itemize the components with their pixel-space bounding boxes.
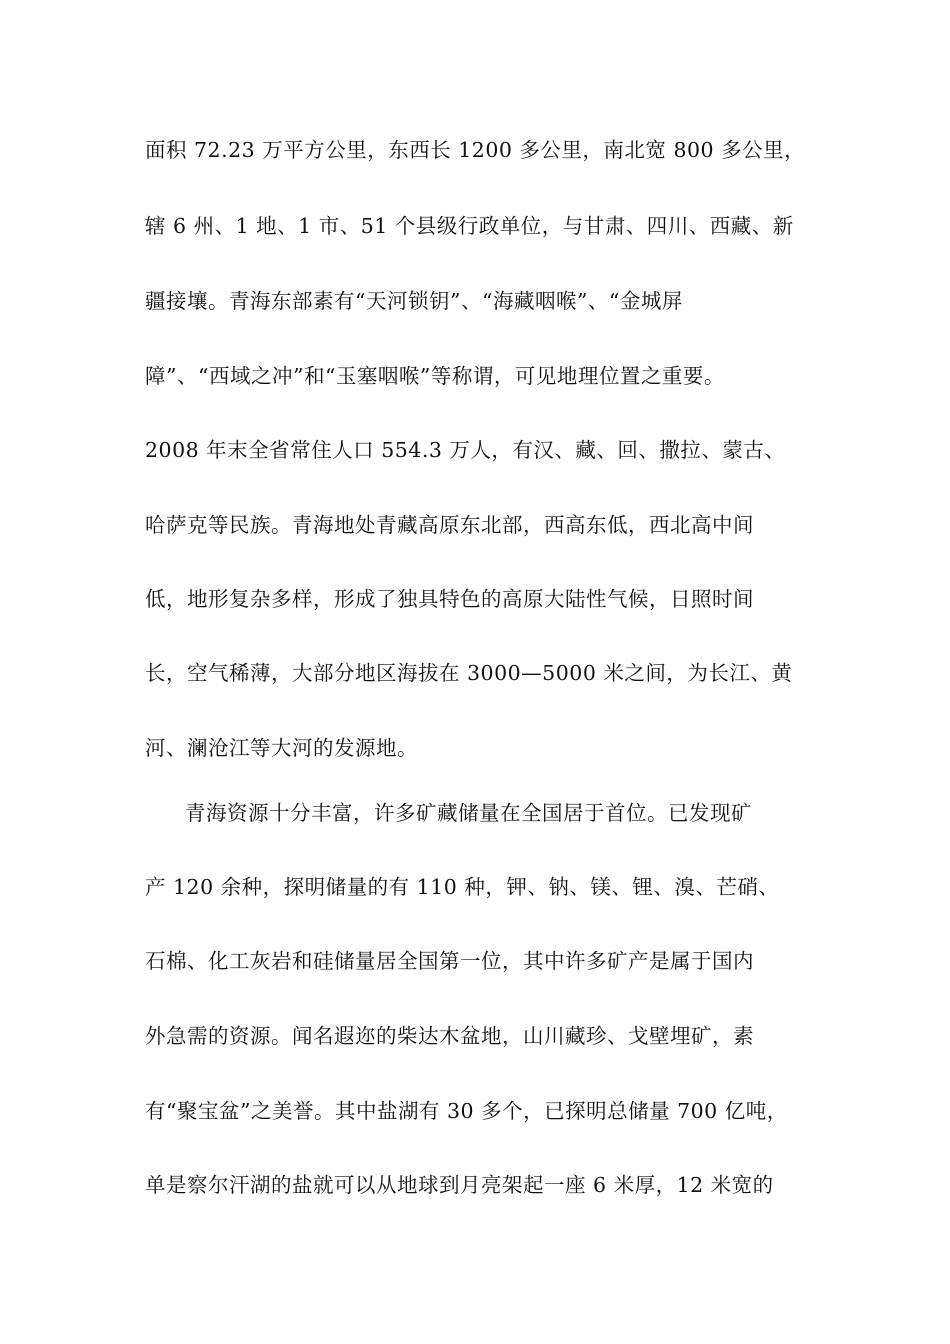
paragraph-line: 疆接壤。青海东部素有“天河锁钥”、“海藏咽喉”、“金城屏	[145, 289, 683, 313]
paragraph-line: 2008 年末全省常住人口 554.3 万人，有汉、藏、回、撒拉、蒙古、	[145, 438, 786, 462]
paragraph-line: 低，地形复杂多样，形成了独具特色的高原大陆性气候，日照时间	[145, 587, 754, 611]
paragraph-line: 障”、“西域之冲”和“玉塞咽喉”等称谓，可见地理位置之重要。	[145, 364, 725, 388]
paragraph-line: 面积 72.23 万平方公里，东西长 1200 多公里，南北宽 800 多公里，	[145, 138, 806, 162]
paragraph-line: 石棉、化工灰岩和硅储量居全国第一位，其中许多矿产是属于国内	[145, 949, 754, 973]
paragraph-line: 有“聚宝盆”之美誉。其中盐湖有 30 多个，已探明总储量 700 亿吨，	[145, 1099, 788, 1123]
paragraph-line: 产 120 余种，探明储量的有 110 种，钾、钠、镁、锂、溴、芒硝、	[145, 875, 780, 899]
paragraph-line: 河、澜沧江等大河的发源地。	[145, 736, 418, 760]
paragraph-line: 辖 6 州、1 地、1 市、51 个县级行政单位，与甘肃、四川、西藏、新	[145, 214, 794, 238]
paragraph-line: 外急需的资源。闻名遐迩的柴达木盆地，山川藏珍、戈壁埋矿，素	[145, 1024, 754, 1048]
paragraph-line: 哈萨克等民族。青海地处青藏高原东北部，西高东低，西北高中间	[145, 513, 754, 537]
paragraph-line: 青海资源十分丰富，许多矿藏储量在全国居于首位。已发现矿	[185, 801, 752, 825]
paragraph-line: 长，空气稀薄，大部分地区海拔在 3000—5000 米之间，为长江、黄	[145, 661, 793, 685]
paragraph-line: 单是察尔汗湖的盐就可以从地球到月亮架起一座 6 米厚，12 米宽的	[145, 1173, 774, 1197]
